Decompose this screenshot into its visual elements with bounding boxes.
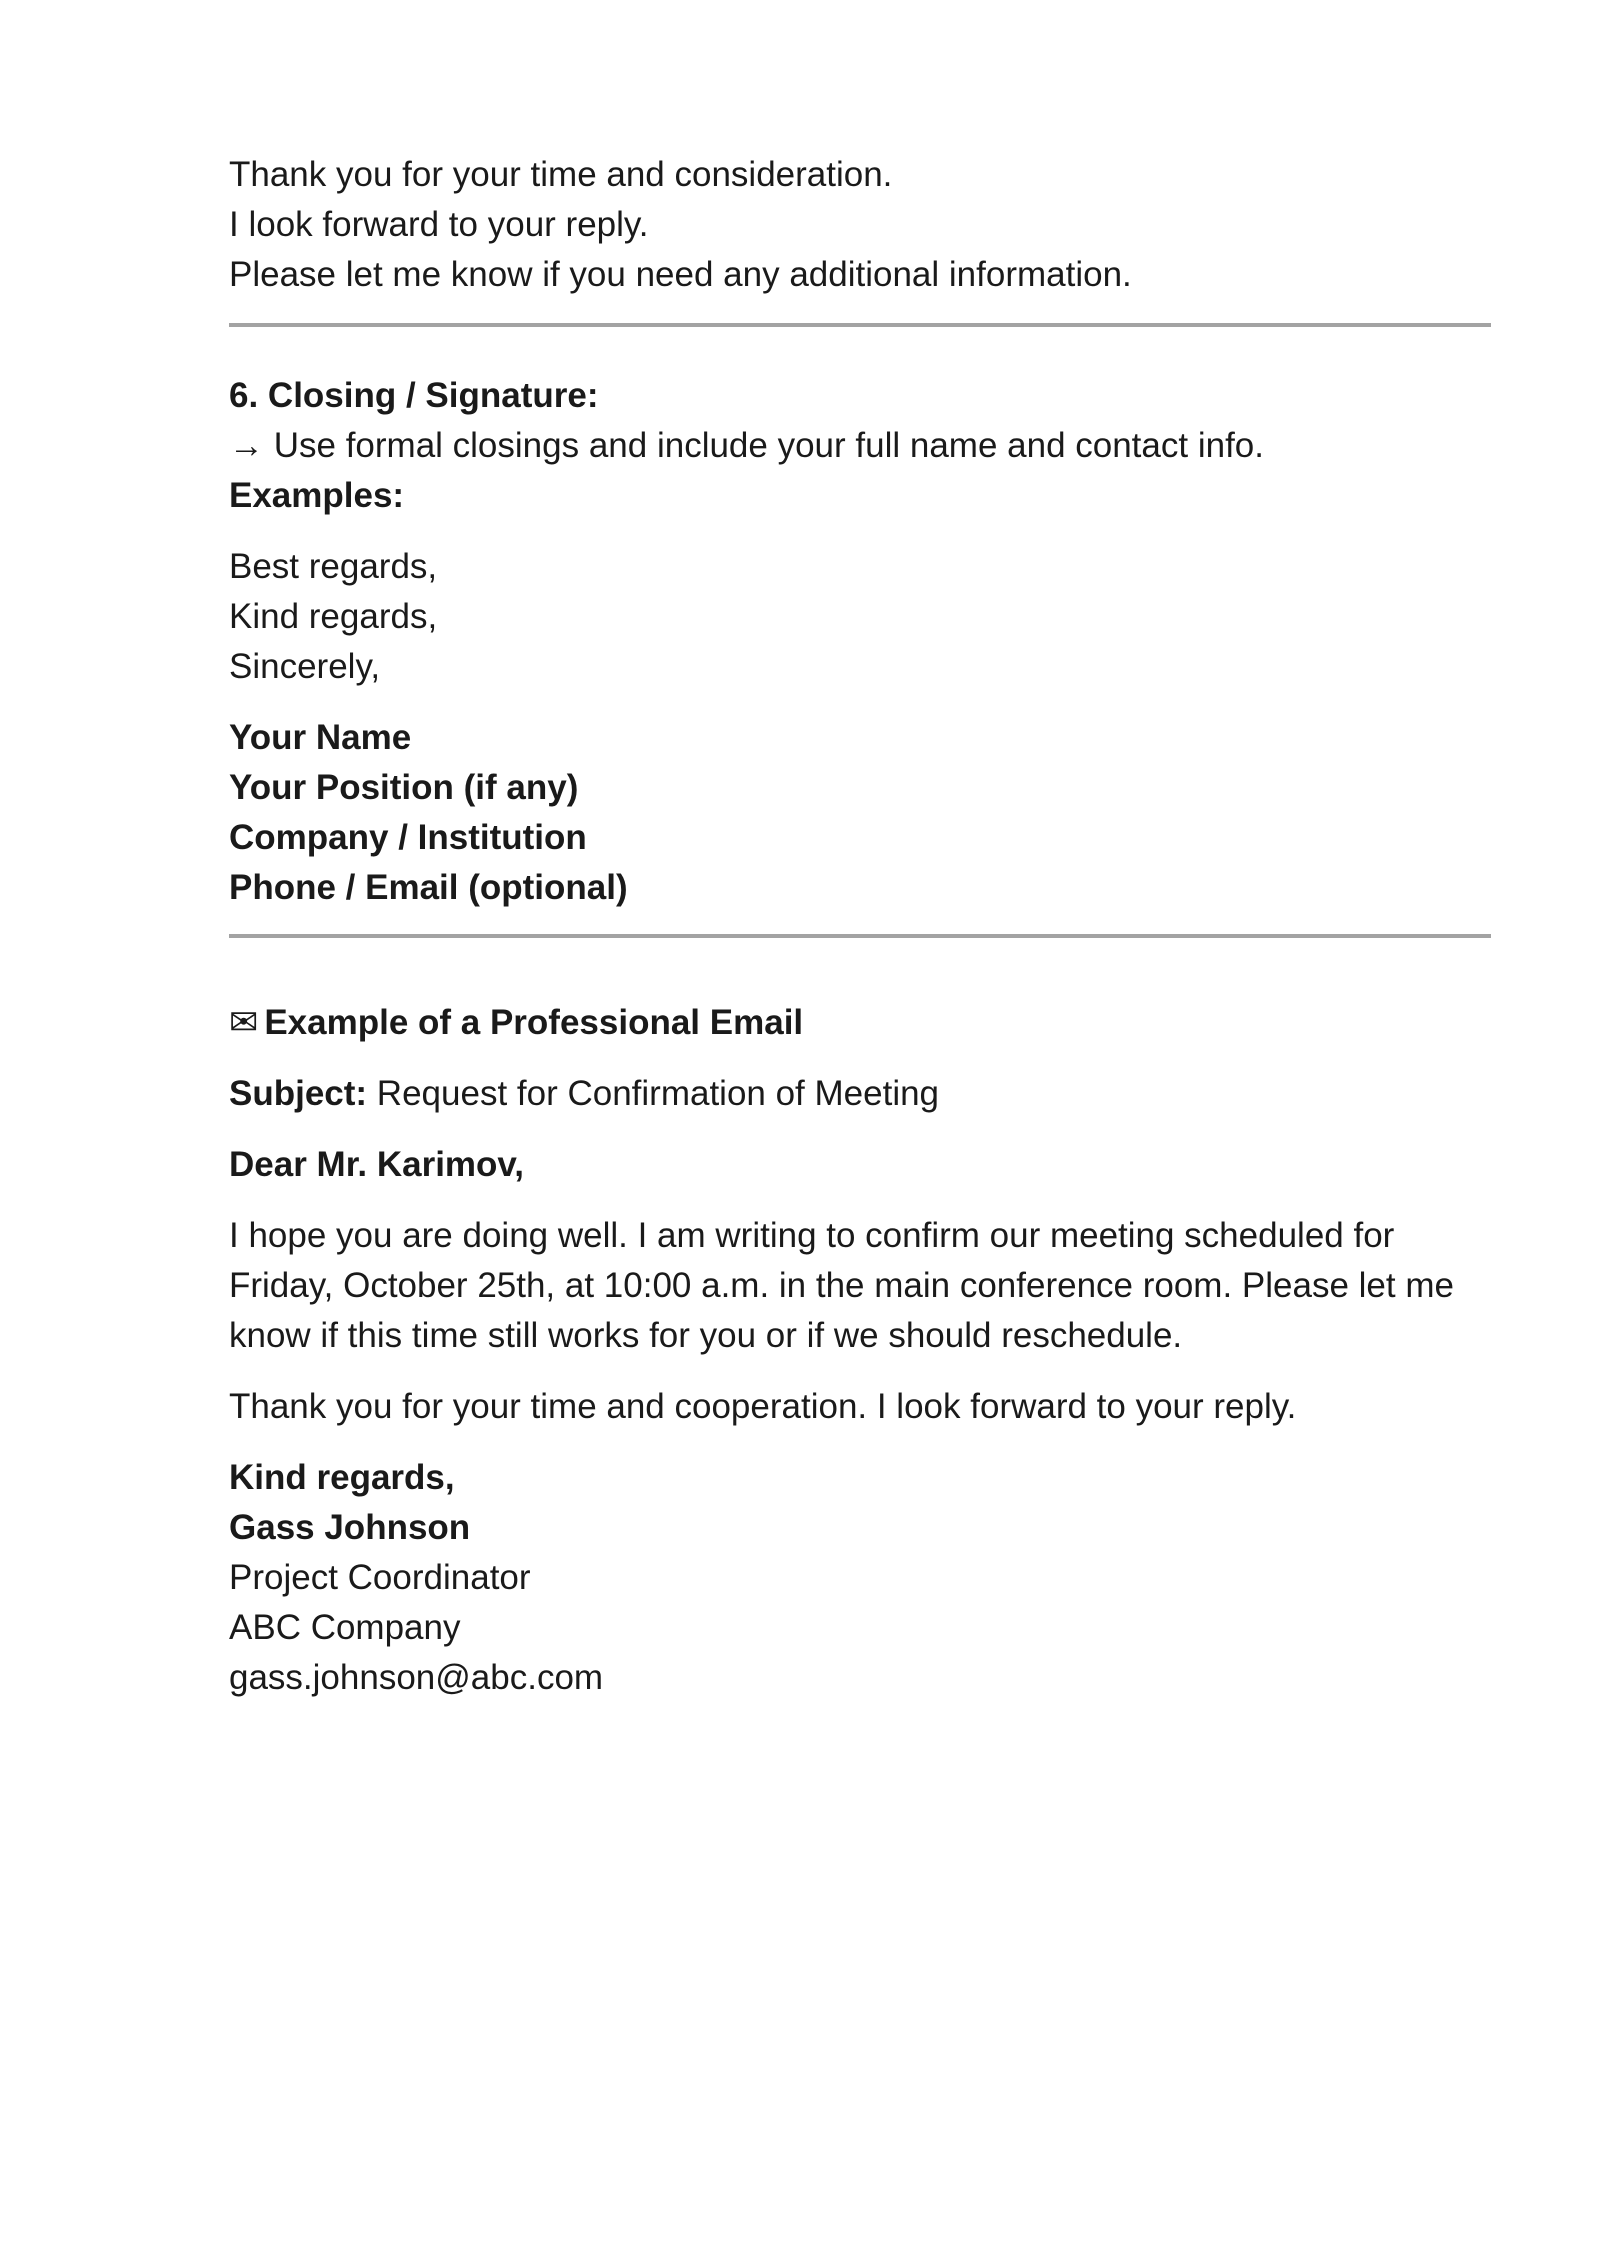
text-line: Please let me know if you need any additional information. (229, 255, 1132, 294)
body-line: I hope you are doing well. I am writing to confirm our meeting scheduled for (229, 1216, 1395, 1255)
divider (229, 323, 1491, 327)
examples-label: Examples: (229, 476, 405, 515)
body-line: know if this time still works for you or if we should reschedule. (229, 1316, 1183, 1355)
closing-example: Best regards, (229, 547, 438, 586)
document-page (229, 150, 1491, 1703)
subject-value: Request for Confirmation of Meeting (367, 1074, 940, 1113)
signature-field: Your Position (if any) (229, 768, 579, 807)
email-greeting: Dear Mr. Karimov, (229, 1145, 525, 1184)
email-body (229, 1211, 1491, 1361)
sender-company: ABC Company (229, 1608, 461, 1647)
closing-examples (229, 542, 1491, 692)
section-heading: 6. Closing / Signature: (229, 376, 599, 415)
closing-example: Sincerely, (229, 647, 381, 686)
signature-fields (229, 713, 1491, 913)
email-thanks: Thank you for your time and cooperation. I look forward to your reply. (229, 1387, 1297, 1426)
signature-field: Phone / Email (optional) (229, 868, 628, 907)
example-heading-text: Example of a Professional Email (264, 1003, 804, 1042)
subject-label: Subject: (229, 1074, 368, 1113)
signature-field: Company / Institution (229, 818, 587, 857)
body-line: Friday, October 25th, at 10:00 a.m. in the main conference room. Please let me (229, 1266, 1454, 1305)
signature-field: Your Name (229, 718, 412, 757)
sender-title: Project Coordinator (229, 1558, 531, 1597)
top-lines (229, 150, 1491, 300)
email-signature (229, 1453, 1491, 1703)
text-line: Thank you for your time and consideration. (229, 155, 893, 194)
closing-example: Kind regards, (229, 597, 438, 636)
signoff: Kind regards, (229, 1458, 455, 1497)
closing-section (229, 371, 1491, 913)
envelope-icon: ✉ (229, 1003, 259, 1043)
example-email (229, 998, 1491, 1703)
instruction-text: → Use formal closings and include your full name and contact info. (229, 426, 1264, 465)
sender-name: Gass Johnson (229, 1508, 471, 1547)
subject-line (229, 1069, 1491, 1119)
text-line: I look forward to your reply. (229, 205, 649, 244)
example-heading (229, 998, 1491, 1048)
divider (229, 934, 1491, 938)
sender-email: gass.johnson@abc.com (229, 1658, 604, 1697)
